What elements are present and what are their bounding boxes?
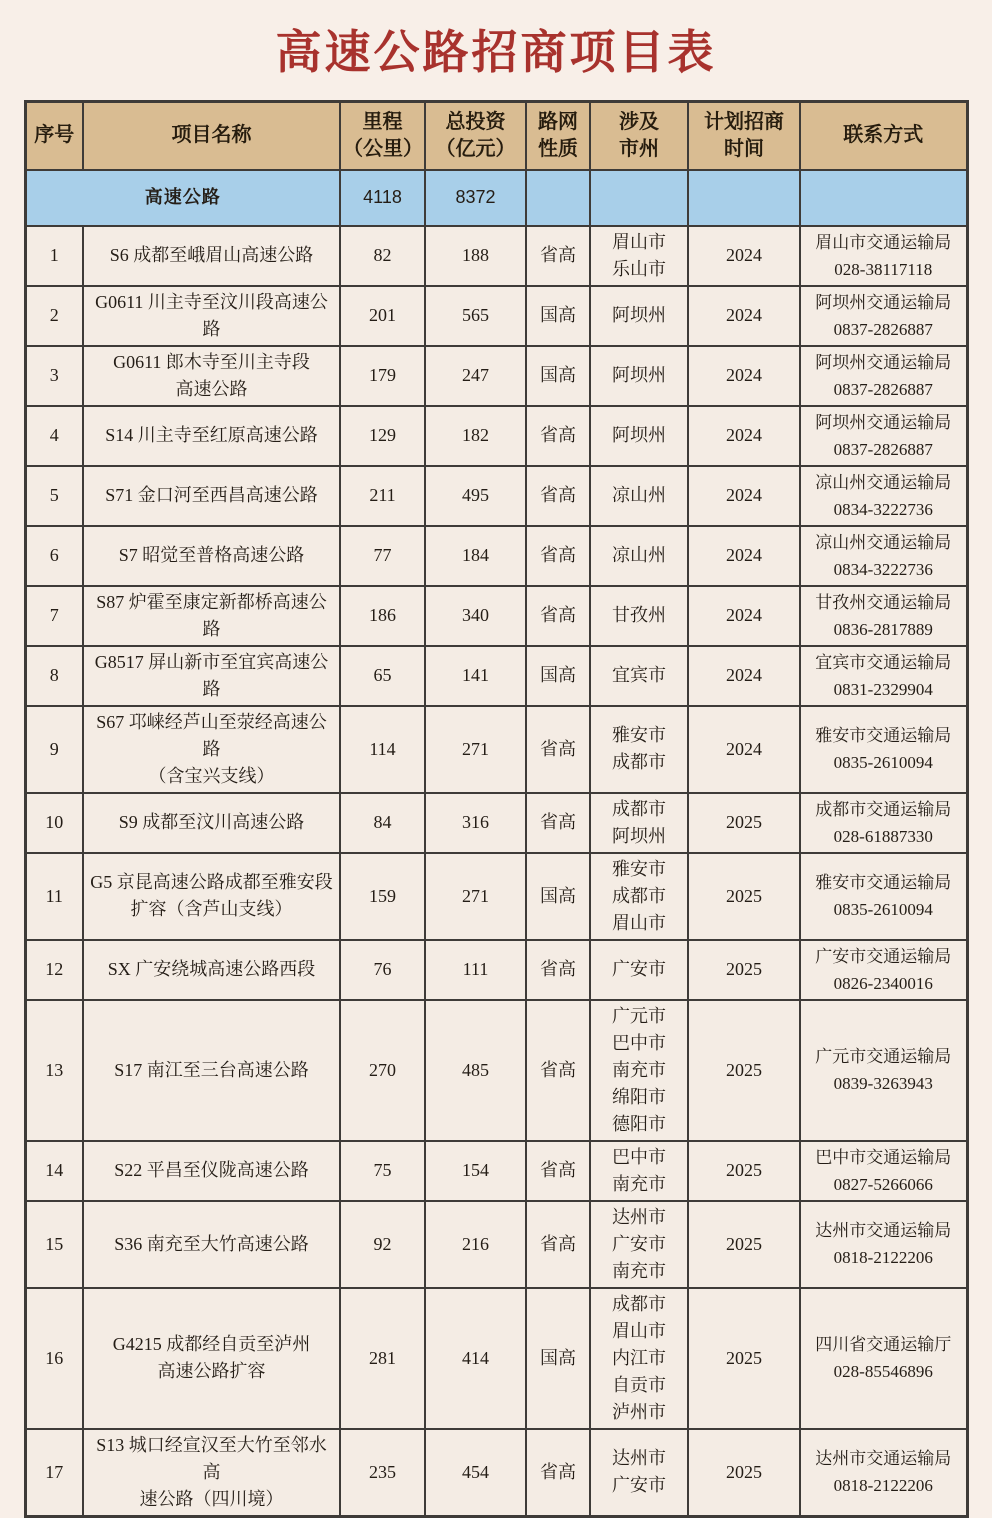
cell-time: 2024 xyxy=(688,286,800,346)
cell-contact xyxy=(800,706,967,793)
cell-time: 2025 xyxy=(688,793,800,853)
cell-mileage: 179 xyxy=(340,346,425,406)
cell-cities xyxy=(590,226,688,286)
cell-network: 省高 xyxy=(526,586,590,646)
cell-project-name xyxy=(83,286,340,346)
cell-investment: 182 xyxy=(425,406,526,466)
contact-org: 阿坝州交通运输局 xyxy=(815,292,952,312)
cell-investment: 454 xyxy=(425,1429,526,1517)
project-name-line: S67 邛崃经芦山至荥经高速公路 xyxy=(96,711,327,759)
cell-project-name xyxy=(83,1000,340,1141)
city-line: 德阳市 xyxy=(612,1113,666,1134)
cell-mileage: 201 xyxy=(340,286,425,346)
cell-mileage: 76 xyxy=(340,940,425,1000)
total-mileage: 4118 xyxy=(340,170,425,226)
cell-cities xyxy=(590,1000,688,1141)
cell-investment: 216 xyxy=(425,1201,526,1288)
cell-cities xyxy=(590,940,688,1000)
cell-contact xyxy=(800,466,967,526)
city-line: 巴中市 xyxy=(612,1146,666,1167)
project-name-line: S71 金口河至西昌高速公路 xyxy=(105,485,318,505)
cell-network: 省高 xyxy=(526,940,590,1000)
table-row xyxy=(25,853,967,940)
cell-project-name xyxy=(83,853,340,940)
city-line: 成都市 xyxy=(612,1293,666,1314)
cell-no: 14 xyxy=(25,1141,83,1201)
cell-contact xyxy=(800,646,967,706)
project-name-line: 高速公路 xyxy=(175,378,248,399)
column-header-line: 性质 xyxy=(538,137,578,160)
city-line: 泸州市 xyxy=(612,1401,666,1422)
project-name-line: G5 京昆高速公路成都至雅安段 xyxy=(90,872,333,892)
cell-no: 11 xyxy=(25,853,83,940)
cell-no: 2 xyxy=(25,286,83,346)
table-row xyxy=(25,793,967,853)
column-header-line: 时间 xyxy=(724,137,764,160)
cell-cities xyxy=(590,853,688,940)
cell-contact xyxy=(800,1429,967,1517)
project-name-line: S17 南江至三台高速公路 xyxy=(114,1059,309,1080)
city-line: 眉山市 xyxy=(612,1320,666,1341)
project-name-line: S6 成都至峨眉山高速公路 xyxy=(109,245,314,265)
cell-network: 国高 xyxy=(526,286,590,346)
cell-investment: 188 xyxy=(425,226,526,286)
project-name-line: SX 广安绕城高速公路西段 xyxy=(107,959,316,979)
cell-contact xyxy=(800,940,967,1000)
cell-no: 16 xyxy=(25,1288,83,1429)
project-name-line: （含宝兴支线） xyxy=(148,765,275,786)
cell-investment: 141 xyxy=(425,646,526,706)
cell-investment: 495 xyxy=(425,466,526,526)
column-header-line: （公里） xyxy=(343,137,423,160)
table-row xyxy=(25,1429,967,1517)
table-row xyxy=(25,1000,967,1141)
city-line: 阿坝州 xyxy=(612,825,666,846)
cell-project-name xyxy=(83,646,340,706)
cell-mileage: 77 xyxy=(340,526,425,586)
cell-contact xyxy=(800,1201,967,1288)
cell-contact xyxy=(800,586,967,646)
cell-no: 13 xyxy=(25,1000,83,1141)
city-line: 南充市 xyxy=(612,1260,666,1281)
column-header-line: 里程 xyxy=(362,110,403,133)
city-line: 成都市 xyxy=(612,885,666,906)
column-header-name xyxy=(83,102,340,170)
cell-cities xyxy=(590,346,688,406)
contact-phone: 0837-2826887 xyxy=(833,379,933,399)
contact-phone: 0831-2329904 xyxy=(833,679,933,699)
contact-org: 巴中市交通运输局 xyxy=(815,1147,952,1167)
cell-time: 2024 xyxy=(688,646,800,706)
project-name-line: S14 川主寺至红原高速公路 xyxy=(105,425,318,445)
cell-investment: 247 xyxy=(425,346,526,406)
cell-contact xyxy=(800,1000,967,1141)
contact-phone: 0826-2340016 xyxy=(833,973,933,993)
cell-project-name xyxy=(83,346,340,406)
city-line: 内江市 xyxy=(612,1347,666,1368)
cell-network: 国高 xyxy=(526,853,590,940)
contact-phone: 0835-2610094 xyxy=(833,900,933,919)
city-line: 广元市 xyxy=(612,1005,666,1026)
projects-table xyxy=(24,100,969,1518)
project-name-line: G0611 郎木寺至川主寺段 xyxy=(113,351,310,372)
city-line: 绵阳市 xyxy=(612,1086,666,1107)
city-line: 广安市 xyxy=(612,1475,666,1495)
cell-investment: 111 xyxy=(425,940,526,1000)
column-header-line: 路网 xyxy=(538,110,578,133)
cell-time: 2024 xyxy=(688,406,800,466)
cell-network: 省高 xyxy=(526,466,590,526)
cell-investment: 414 xyxy=(425,1288,526,1429)
table-body xyxy=(25,170,967,1517)
column-header-time xyxy=(688,102,800,170)
cell-project-name xyxy=(83,793,340,853)
cell-no: 4 xyxy=(25,406,83,466)
city-line: 雅安市 xyxy=(612,858,666,879)
cell-investment: 485 xyxy=(425,1000,526,1141)
cell-time: 2024 xyxy=(688,466,800,526)
cell-contact xyxy=(800,346,967,406)
table-row xyxy=(25,940,967,1000)
contact-org: 四川省交通运输厅 xyxy=(815,1335,952,1354)
cell-project-name xyxy=(83,226,340,286)
page-title: 高速公路招商项目表 xyxy=(275,27,717,78)
city-line: 成都市 xyxy=(612,752,666,772)
cell-project-name xyxy=(83,1288,340,1429)
contact-phone: 0836-2817889 xyxy=(833,619,933,639)
cell-time: 2024 xyxy=(688,346,800,406)
cell-network: 省高 xyxy=(526,793,590,853)
column-header-line: 计划招商 xyxy=(704,110,784,133)
project-name-line: S87 炉霍至康定新都桥高速公路 xyxy=(96,591,327,639)
project-name-line: S22 平昌至仪陇高速公路 xyxy=(114,1160,309,1180)
project-name-line: S13 城口经宣汉至大竹至邻水高 xyxy=(96,1434,327,1482)
cell-contact xyxy=(800,1141,967,1201)
table-header xyxy=(25,102,967,170)
city-line: 达州市 xyxy=(612,1448,666,1468)
city-line: 广安市 xyxy=(612,1233,666,1254)
cell-time: 2025 xyxy=(688,1000,800,1141)
cell-time: 2025 xyxy=(688,853,800,940)
cell-cities xyxy=(590,1141,688,1201)
cell-cities xyxy=(590,706,688,793)
contact-phone: 0839-3263943 xyxy=(833,1074,933,1093)
contact-phone: 0827-5266066 xyxy=(833,1174,933,1194)
column-header-investment xyxy=(425,102,526,170)
city-line: 甘孜州 xyxy=(612,605,666,625)
cell-no: 12 xyxy=(25,940,83,1000)
cell-cities xyxy=(590,466,688,526)
project-name-line: 高速公路扩容 xyxy=(157,1361,266,1381)
city-line: 成都市 xyxy=(612,798,666,819)
project-name-line: 速公路（四川境） xyxy=(139,1488,284,1509)
cell-time: 2025 xyxy=(688,1288,800,1429)
cell-no: 15 xyxy=(25,1201,83,1288)
contact-org: 广元市交通运输局 xyxy=(815,1047,952,1066)
contact-phone: 0837-2826887 xyxy=(833,319,933,339)
cell-cities xyxy=(590,646,688,706)
cell-mileage: 82 xyxy=(340,226,425,286)
table-row xyxy=(25,226,967,286)
city-line: 广安市 xyxy=(612,959,666,979)
city-line: 雅安市 xyxy=(612,725,666,745)
cell-project-name xyxy=(83,526,340,586)
city-line: 乐山市 xyxy=(612,258,666,279)
cell-mileage: 65 xyxy=(340,646,425,706)
contact-org: 凉山州交通运输局 xyxy=(815,532,952,552)
header-row xyxy=(25,102,967,170)
total-cities xyxy=(590,170,688,226)
cell-investment: 271 xyxy=(425,706,526,793)
contact-org: 眉山市交通运输局 xyxy=(815,232,952,252)
total-contact xyxy=(800,170,967,226)
column-header-no xyxy=(25,102,83,170)
project-name-line: G4215 成都经自贡至泸州 xyxy=(112,1334,311,1354)
contact-org: 达州市交通运输局 xyxy=(815,1221,952,1240)
city-line: 巴中市 xyxy=(612,1032,666,1053)
city-line: 凉山州 xyxy=(612,485,666,505)
table-row xyxy=(25,586,967,646)
city-line: 阿坝州 xyxy=(612,425,666,445)
cell-network: 国高 xyxy=(526,646,590,706)
cell-network: 省高 xyxy=(526,706,590,793)
cell-contact xyxy=(800,286,967,346)
contact-phone: 0818-2122206 xyxy=(833,1248,933,1267)
contact-phone: 0837-2826887 xyxy=(833,439,933,459)
cell-no: 10 xyxy=(25,793,83,853)
cell-no: 6 xyxy=(25,526,83,586)
project-name-line: 扩容（含芦山支线） xyxy=(130,899,293,919)
cell-contact xyxy=(800,226,967,286)
cell-cities xyxy=(590,1201,688,1288)
table-row xyxy=(25,1288,967,1429)
cell-time: 2025 xyxy=(688,1429,800,1517)
cell-mileage: 211 xyxy=(340,466,425,526)
cell-network: 省高 xyxy=(526,406,590,466)
contact-phone: 0818-2122206 xyxy=(833,1476,933,1495)
cell-no: 9 xyxy=(25,706,83,793)
project-name-line: G8517 屏山新市至宜宾高速公路 xyxy=(94,651,329,699)
table-row xyxy=(25,646,967,706)
city-line: 眉山市 xyxy=(612,912,666,933)
cell-project-name xyxy=(83,406,340,466)
cell-network: 国高 xyxy=(526,1288,590,1429)
column-header-line: 涉及 xyxy=(619,110,659,133)
table-row xyxy=(25,1141,967,1201)
cell-time: 2024 xyxy=(688,226,800,286)
table-row xyxy=(25,466,967,526)
cell-time: 2025 xyxy=(688,1201,800,1288)
contact-phone: 028-85546896 xyxy=(833,1362,933,1381)
city-line: 阿坝州 xyxy=(612,305,666,325)
cell-mileage: 114 xyxy=(340,706,425,793)
cell-investment: 154 xyxy=(425,1141,526,1201)
contact-phone: 028-38117118 xyxy=(834,259,933,279)
cell-cities xyxy=(590,406,688,466)
column-header-mileage xyxy=(340,102,425,170)
cell-contact xyxy=(800,406,967,466)
cell-no: 5 xyxy=(25,466,83,526)
table-row xyxy=(25,706,967,793)
project-name-line: S9 成都至汶川高速公路 xyxy=(118,812,305,832)
city-line: 眉山市 xyxy=(612,231,666,252)
project-name-line: S7 昭觉至普格高速公路 xyxy=(118,545,305,565)
total-investment: 8372 xyxy=(425,170,526,226)
contact-org: 成都市交通运输局 xyxy=(815,799,952,819)
cell-mileage: 92 xyxy=(340,1201,425,1288)
cell-mileage: 84 xyxy=(340,793,425,853)
total-label: 高速公路 xyxy=(25,170,340,226)
column-header-network xyxy=(526,102,590,170)
city-line: 南充市 xyxy=(612,1173,666,1194)
cell-no: 3 xyxy=(25,346,83,406)
cell-time: 2024 xyxy=(688,586,800,646)
cell-mileage: 129 xyxy=(340,406,425,466)
cell-investment: 340 xyxy=(425,586,526,646)
contact-org: 宜宾市交通运输局 xyxy=(815,652,952,672)
table-row xyxy=(25,286,967,346)
cell-mileage: 270 xyxy=(340,1000,425,1141)
contact-org: 广安市交通运输局 xyxy=(815,946,952,966)
column-header-contact xyxy=(800,102,967,170)
cell-project-name xyxy=(83,466,340,526)
city-line: 自贡市 xyxy=(612,1374,666,1395)
cell-investment: 271 xyxy=(425,853,526,940)
cell-no: 17 xyxy=(25,1429,83,1517)
city-line: 达州市 xyxy=(612,1206,666,1227)
column-header-line: 总投资 xyxy=(445,110,506,133)
column-header-line: 联系方式 xyxy=(843,124,924,147)
total-network xyxy=(526,170,590,226)
cell-cities xyxy=(590,586,688,646)
cell-mileage: 75 xyxy=(340,1141,425,1201)
project-name-line: G0611 川主寺至汶川段高速公路 xyxy=(95,291,328,339)
cell-contact xyxy=(800,853,967,940)
cell-project-name xyxy=(83,706,340,793)
total-row xyxy=(25,170,967,226)
city-line: 南充市 xyxy=(612,1059,666,1080)
contact-org: 阿坝州交通运输局 xyxy=(815,352,952,372)
cell-mileage: 159 xyxy=(340,853,425,940)
column-header-line: 市州 xyxy=(619,137,659,160)
contact-phone: 0834-3222736 xyxy=(833,499,933,519)
contact-org: 阿坝州交通运输局 xyxy=(815,412,952,432)
cell-no: 7 xyxy=(25,586,83,646)
cell-cities xyxy=(590,286,688,346)
cell-network: 省高 xyxy=(526,526,590,586)
cell-investment: 565 xyxy=(425,286,526,346)
cell-investment: 184 xyxy=(425,526,526,586)
cell-project-name xyxy=(83,940,340,1000)
contact-phone: 0835-2610094 xyxy=(833,753,933,772)
contact-org: 甘孜州交通运输局 xyxy=(815,592,952,612)
cell-time: 2025 xyxy=(688,1141,800,1201)
contact-org: 达州市交通运输局 xyxy=(815,1449,952,1468)
cell-network: 省高 xyxy=(526,1141,590,1201)
contact-org: 雅安市交通运输局 xyxy=(815,726,952,745)
contact-org: 凉山州交通运输局 xyxy=(815,472,952,492)
cell-network: 省高 xyxy=(526,1429,590,1517)
cell-contact xyxy=(800,1288,967,1429)
cell-network: 省高 xyxy=(526,226,590,286)
cell-project-name xyxy=(83,1141,340,1201)
cell-time: 2025 xyxy=(688,940,800,1000)
cell-cities xyxy=(590,526,688,586)
project-name-line: S36 南充至大竹高速公路 xyxy=(114,1233,309,1254)
cell-investment: 316 xyxy=(425,793,526,853)
cell-time: 2024 xyxy=(688,526,800,586)
cell-network: 省高 xyxy=(526,1201,590,1288)
city-line: 宜宾市 xyxy=(612,665,666,685)
cell-project-name xyxy=(83,1201,340,1288)
cell-cities xyxy=(590,1429,688,1517)
cell-mileage: 235 xyxy=(340,1429,425,1517)
cell-no: 8 xyxy=(25,646,83,706)
table-row xyxy=(25,346,967,406)
contact-phone: 0834-3222736 xyxy=(833,559,933,579)
cell-project-name xyxy=(83,586,340,646)
column-header-line: 序号 xyxy=(34,124,75,147)
cell-time: 2024 xyxy=(688,706,800,793)
cell-cities xyxy=(590,793,688,853)
cell-contact xyxy=(800,526,967,586)
column-header-line: （亿元） xyxy=(435,137,516,160)
contact-phone: 028-61887330 xyxy=(833,826,933,846)
column-header-line: 项目名称 xyxy=(171,124,252,147)
cell-project-name xyxy=(83,1429,340,1517)
city-line: 阿坝州 xyxy=(612,365,666,385)
total-time xyxy=(688,170,800,226)
cell-contact xyxy=(800,793,967,853)
cell-mileage: 186 xyxy=(340,586,425,646)
column-header-cities xyxy=(590,102,688,170)
table-row xyxy=(25,406,967,466)
cell-network: 国高 xyxy=(526,346,590,406)
cell-no: 1 xyxy=(25,226,83,286)
table-row xyxy=(25,1201,967,1288)
cell-network: 省高 xyxy=(526,1000,590,1141)
cell-cities xyxy=(590,1288,688,1429)
cell-mileage: 281 xyxy=(340,1288,425,1429)
table-row xyxy=(25,526,967,586)
contact-org: 雅安市交通运输局 xyxy=(815,873,952,892)
city-line: 凉山州 xyxy=(612,545,666,565)
